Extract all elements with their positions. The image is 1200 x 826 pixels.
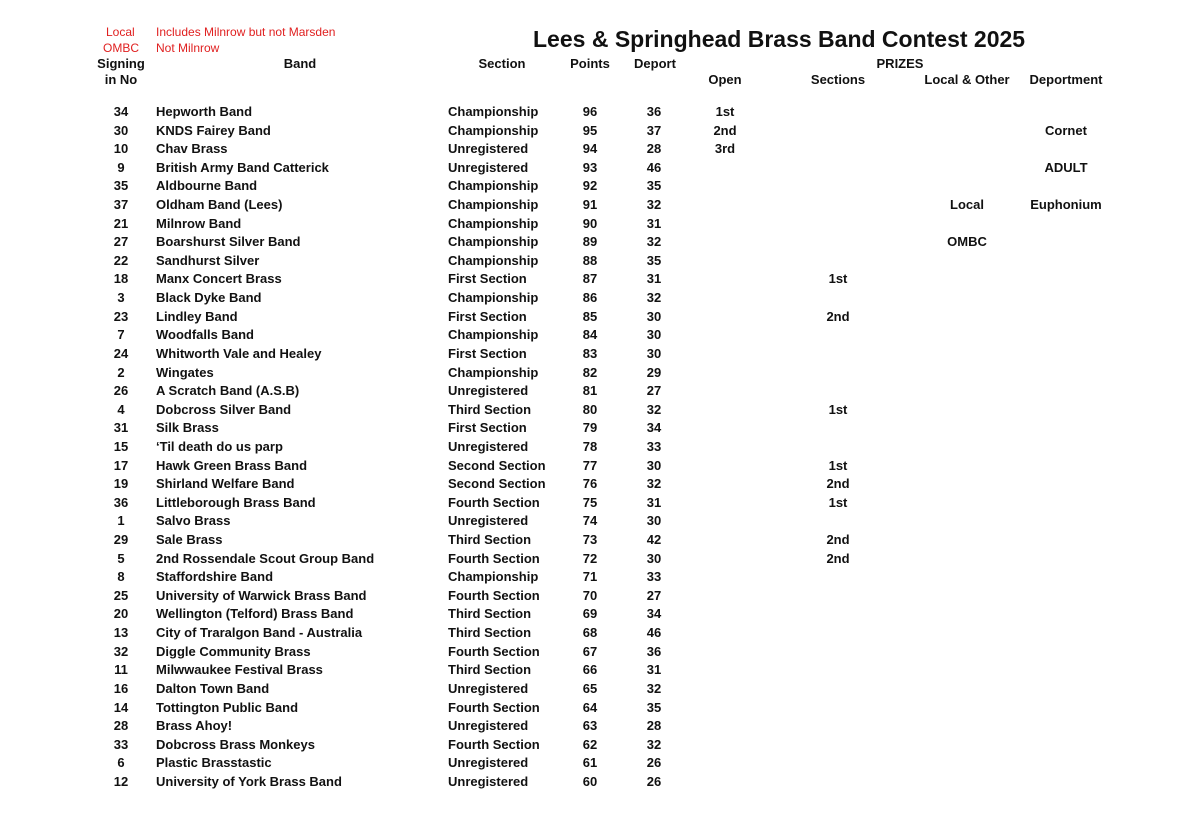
band-name: City of Traralgon Band - Australia (156, 625, 363, 641)
band-name: Brass Ahoy! (156, 718, 233, 734)
band-name: KNDS Fairey Band (156, 122, 271, 138)
band-section: First Section (448, 308, 527, 324)
table-row (0, 438, 1200, 457)
open-prize: 3rd (714, 141, 736, 157)
signing-number: 22 (113, 252, 129, 268)
band-section: Unregistered (448, 680, 529, 696)
deport-value: 33 (646, 438, 662, 454)
results-table (0, 103, 1200, 792)
band-name: Plastic Brasstastic (156, 755, 272, 771)
table-row (0, 159, 1200, 178)
deport-value: 32 (646, 736, 662, 752)
points-value: 65 (582, 680, 598, 696)
signing-number: 32 (113, 643, 129, 659)
signing-number: 10 (113, 141, 129, 157)
deport-value: 29 (646, 364, 662, 380)
band-section: First Section (448, 420, 527, 436)
section-prize: 2nd (826, 532, 850, 548)
band-section: Unregistered (448, 159, 529, 175)
local-other-prize: OMBC (947, 234, 987, 250)
signing-number: 28 (113, 718, 129, 734)
table-row (0, 680, 1200, 699)
table-row (0, 308, 1200, 327)
band-name: Lindley Band (156, 308, 238, 324)
signing-number: 23 (113, 308, 129, 324)
band-section: Third Section (448, 625, 532, 641)
table-row (0, 512, 1200, 531)
points-value: 63 (582, 718, 598, 734)
band-section: Fourth Section (448, 736, 540, 752)
deport-value: 35 (646, 699, 662, 715)
band-section: Fourth Section (448, 550, 540, 566)
signing-number: 16 (113, 680, 129, 696)
table-row (0, 103, 1200, 122)
band-name: Sale Brass (156, 532, 223, 548)
col-header-signing (90, 56, 152, 88)
deport-value: 32 (646, 680, 662, 696)
band-section: Championship (448, 234, 539, 250)
table-row (0, 699, 1200, 718)
table-row (0, 773, 1200, 792)
page-title: Lees & Springhead Brass Band Contest 2025 (533, 26, 1026, 52)
band-section: Championship (448, 104, 539, 119)
points-value: 90 (582, 215, 598, 231)
points-value: 80 (582, 401, 598, 417)
deport-value: 31 (646, 494, 662, 510)
deport-value: 34 (646, 606, 662, 622)
band-name: Oldham Band (Lees) (156, 197, 283, 213)
signing-number: 30 (113, 122, 129, 138)
band-section: Fourth Section (448, 699, 540, 715)
points-value: 61 (582, 755, 598, 771)
deport-value: 32 (646, 290, 662, 306)
points-value: 78 (582, 438, 598, 454)
points-value: 88 (582, 252, 598, 268)
section-prize: 1st (828, 494, 848, 510)
points-value: 66 (582, 662, 598, 678)
band-name: Woodfalls Band (156, 327, 254, 343)
deport-value: 30 (646, 308, 662, 324)
points-value: 83 (582, 345, 598, 361)
band-section: First Section (448, 271, 527, 287)
table-row (0, 345, 1200, 364)
table-row (0, 382, 1200, 401)
section-prize: 2nd (826, 550, 850, 566)
signing-number: 12 (113, 773, 129, 789)
table-row (0, 177, 1200, 196)
table-row (0, 661, 1200, 680)
points-value: 81 (582, 383, 598, 399)
signing-number: 1 (117, 513, 125, 529)
signing-number: 20 (113, 606, 129, 622)
band-section: Second Section (448, 476, 546, 492)
table-row (0, 494, 1200, 513)
band-section: Championship (448, 122, 539, 138)
band-name: Wingates (156, 364, 214, 380)
band-name: Chav Brass (156, 141, 228, 157)
signing-number: 2 (117, 364, 125, 380)
band-section: Unregistered (448, 755, 529, 771)
table-row (0, 270, 1200, 289)
band-name: A Scratch Band (A.S.B) (156, 383, 300, 399)
band-name: Black Dyke Band (156, 290, 262, 306)
signing-number: 18 (113, 271, 129, 287)
band-section: Championship (448, 364, 539, 380)
table-row (0, 140, 1200, 159)
signing-number: 37 (113, 197, 129, 213)
col-header-signing-line1: Signing (97, 56, 145, 71)
signing-number: 31 (113, 420, 129, 436)
band-section: Championship (448, 569, 539, 585)
band-name: British Army Band Catterick (156, 159, 329, 175)
deport-value: 34 (646, 420, 662, 436)
points-value: 79 (582, 420, 598, 436)
points-value: 73 (582, 532, 598, 548)
legend-local-text: Includes Milnrow but not Marsden (156, 25, 336, 39)
points-value: 70 (582, 587, 598, 603)
points-value: 60 (582, 773, 598, 789)
signing-number: 36 (113, 494, 129, 510)
band-section: Fourth Section (448, 643, 540, 659)
table-row (0, 643, 1200, 662)
col-header-signing-line2: in No (104, 72, 138, 87)
points-value: 62 (582, 736, 598, 752)
points-value: 85 (582, 308, 598, 324)
band-section: Unregistered (448, 383, 529, 399)
open-prize: 1st (715, 104, 735, 119)
deport-value: 30 (646, 327, 662, 343)
deport-value: 30 (646, 513, 662, 529)
section-prize: 1st (828, 401, 848, 417)
table-row (0, 401, 1200, 420)
band-name: 2nd Rossendale Scout Group Band (156, 550, 375, 566)
points-value: 75 (582, 494, 598, 510)
deport-value: 35 (646, 252, 662, 268)
signing-number: 35 (113, 178, 129, 194)
band-name: Staffordshire Band (156, 569, 274, 585)
band-section: Championship (448, 327, 539, 343)
deport-value: 46 (646, 159, 662, 175)
table-row (0, 326, 1200, 345)
band-section: Fourth Section (448, 494, 540, 510)
points-value: 86 (582, 290, 598, 306)
table-row (0, 605, 1200, 624)
table-row (0, 215, 1200, 234)
band-section: Unregistered (448, 513, 529, 529)
band-section: Championship (448, 197, 539, 213)
points-value: 76 (582, 476, 598, 492)
band-name: Manx Concert Brass (156, 271, 282, 287)
table-row (0, 550, 1200, 569)
deport-value: 31 (646, 271, 662, 287)
band-name: Whitworth Vale and Healey (156, 345, 322, 361)
table-row (0, 364, 1200, 383)
points-value: 84 (582, 327, 598, 343)
deport-value: 32 (646, 234, 662, 250)
deport-value: 32 (646, 476, 662, 492)
open-prize: 2nd (713, 122, 737, 138)
band-name: Hepworth Band (156, 104, 253, 119)
table-row (0, 531, 1200, 550)
points-value: 64 (582, 699, 598, 715)
deport-value: 36 (646, 643, 662, 659)
signing-number: 17 (113, 457, 129, 473)
col-header-open: Open (708, 72, 742, 87)
col-header-deport: Deport (634, 56, 676, 71)
table-row (0, 289, 1200, 308)
table-row (0, 624, 1200, 643)
band-name: Aldbourne Band (156, 178, 258, 194)
signing-number: 5 (117, 550, 125, 566)
local-other-prize: Local (950, 197, 984, 213)
band-name: Shirland Welfare Band (156, 476, 295, 492)
table-row (0, 754, 1200, 773)
col-header-section: Section (478, 56, 526, 71)
col-header-band: Band (283, 56, 317, 71)
signing-number: 21 (113, 215, 129, 231)
section-prize: 2nd (826, 476, 850, 492)
deport-value: 42 (646, 532, 662, 548)
band-name: Milnrow Band (156, 215, 242, 231)
signing-number: 29 (113, 532, 129, 548)
deportment-prize: Cornet (1045, 122, 1087, 138)
deport-value: 46 (646, 625, 662, 641)
band-section: Fourth Section (448, 587, 540, 603)
table-row (0, 233, 1200, 252)
signing-number: 7 (117, 327, 125, 343)
points-value: 71 (582, 569, 598, 585)
points-value: 92 (582, 178, 598, 194)
deport-value: 32 (646, 197, 662, 213)
band-name: Salvo Brass (156, 513, 231, 529)
col-header-prizes: PRIZES (876, 56, 924, 71)
deport-value: 31 (646, 662, 662, 678)
signing-number: 11 (114, 662, 128, 678)
signing-number: 14 (113, 699, 129, 715)
table-row (0, 568, 1200, 587)
points-value: 93 (582, 159, 598, 175)
band-name: Littleborough Brass Band (156, 494, 316, 510)
band-name: Hawk Green Brass Band (156, 457, 308, 473)
table-row (0, 122, 1200, 141)
deport-value: 35 (646, 178, 662, 194)
band-section: Unregistered (448, 438, 529, 454)
band-name: ‘Til death do us parp (156, 438, 283, 454)
deport-value: 32 (646, 401, 662, 417)
table-row (0, 475, 1200, 494)
points-value: 89 (582, 234, 598, 250)
band-section: Championship (448, 290, 539, 306)
legend-local-label: Local (106, 25, 135, 39)
deport-value: 30 (646, 345, 662, 361)
deport-value: 26 (646, 773, 662, 789)
deport-value: 33 (646, 569, 662, 585)
signing-number: 26 (113, 383, 129, 399)
band-name: Dobcross Brass Monkeys (156, 736, 315, 752)
section-prize: 2nd (826, 308, 850, 324)
signing-number: 3 (117, 290, 125, 306)
deportment-prize: ADULT (1044, 159, 1088, 175)
table-row (0, 457, 1200, 476)
deport-value: 27 (646, 587, 662, 603)
points-value: 68 (582, 625, 598, 641)
signing-number: 4 (117, 401, 125, 417)
deport-value: 30 (646, 457, 662, 473)
signing-number: 8 (117, 569, 125, 585)
legend-ombc-text: Not Milnrow (156, 41, 220, 55)
band-name: Tottington Public Band (156, 699, 299, 715)
deport-value: 26 (646, 755, 662, 771)
signing-number: 19 (113, 476, 129, 492)
deport-value: 28 (646, 141, 662, 157)
band-name: Dalton Town Band (156, 680, 270, 696)
deport-value: 31 (646, 215, 662, 231)
signing-number: 33 (113, 736, 129, 752)
section-prize: 1st (828, 271, 848, 287)
band-name: Boarshurst Silver Band (156, 234, 301, 250)
points-value: 94 (582, 141, 598, 157)
signing-number: 34 (113, 104, 129, 119)
signing-number: 27 (113, 234, 129, 250)
signing-number: 25 (113, 587, 129, 603)
section-prize: 1st (828, 457, 848, 473)
signing-number: 6 (117, 755, 125, 771)
deport-value: 30 (646, 550, 662, 566)
band-name: Silk Brass (156, 420, 219, 436)
deportment-prize: Euphonium (1030, 197, 1102, 213)
band-section: Unregistered (448, 141, 529, 157)
band-name: Dobcross Silver Band (156, 401, 292, 417)
signing-number: 9 (117, 159, 125, 175)
band-name: University of Warwick Brass Band (156, 587, 367, 603)
band-section: First Section (448, 345, 527, 361)
points-value: 74 (582, 513, 598, 529)
band-name: Milwwaukee Festival Brass (156, 662, 323, 678)
points-value: 67 (582, 643, 598, 659)
band-section: Third Section (448, 401, 532, 417)
points-value: 87 (582, 271, 598, 287)
points-value: 96 (582, 104, 598, 119)
deport-value: 36 (646, 104, 662, 119)
band-section: Championship (448, 178, 539, 194)
col-header-deportment: Deportment (1029, 72, 1103, 87)
table-row (0, 252, 1200, 271)
legend-ombc-label: OMBC (103, 41, 139, 55)
table-row (0, 587, 1200, 606)
band-section: Third Section (448, 662, 532, 678)
band-name: Wellington (Telford) Brass Band (156, 606, 354, 622)
table-row (0, 736, 1200, 755)
band-section: Championship (448, 252, 539, 268)
band-section: Unregistered (448, 718, 529, 734)
points-value: 82 (582, 364, 598, 380)
table-row (0, 717, 1200, 736)
points-value: 77 (582, 457, 598, 473)
signing-number: 24 (113, 345, 129, 361)
deport-value: 27 (646, 383, 662, 399)
table-row (0, 419, 1200, 438)
col-header-sections: Sections (810, 72, 866, 87)
deport-value: 28 (646, 718, 662, 734)
points-value: 72 (582, 550, 598, 566)
band-section: Championship (448, 215, 539, 231)
table-row (0, 196, 1200, 215)
band-section: Second Section (448, 457, 546, 473)
points-value: 91 (582, 197, 598, 213)
band-name: University of York Brass Band (156, 773, 342, 789)
band-name: Sandhurst Silver (156, 252, 260, 268)
deport-value: 37 (646, 122, 662, 138)
points-value: 95 (582, 122, 598, 138)
band-section: Unregistered (448, 773, 529, 789)
col-header-local-other: Local & Other (924, 72, 1010, 87)
band-section: Third Section (448, 606, 532, 622)
band-name: Diggle Community Brass (156, 643, 311, 659)
signing-number: 15 (113, 438, 129, 454)
band-section: Third Section (448, 532, 532, 548)
signing-number: 13 (113, 625, 129, 641)
col-header-points: Points (570, 56, 610, 71)
points-value: 69 (582, 606, 598, 622)
